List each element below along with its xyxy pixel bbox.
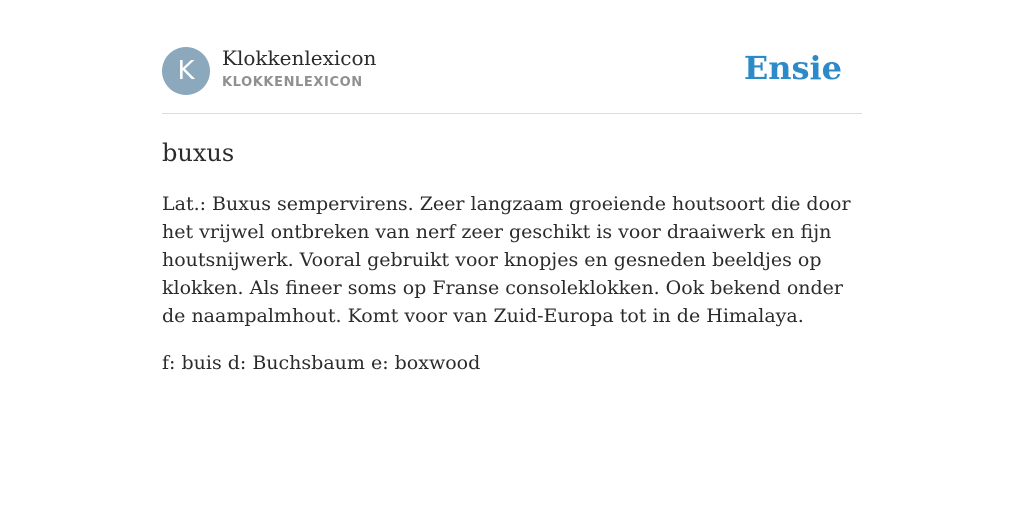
entry-translations: f: buis d: Buchsbaum e: boxwood: [162, 352, 481, 374]
brand-logo-link[interactable]: Ensie: [743, 49, 842, 87]
source-name-link[interactable]: Klokkenlexicon: [222, 46, 377, 70]
header: [162, 0, 862, 114]
page: [162, 0, 862, 374]
entry-title: buxus: [162, 139, 235, 167]
entry-definition: Lat.: Buxus sempervirens. Zeer langzaam groeiende houtsoort die door het vrijwel ontbreken van nerf zeer geschikt is voor draaiwerk en fijn houtsnijwerk. Vooral gebruikt voor knopjes en gesneden beeldjes op klokken. Als fineer soms op Franse consoleklokken. Ook bekend onder de naampalmhout. Komt voor van Zuid-Europa tot in de Himalaya.: [162, 193, 851, 327]
source-subtitle: KLOKKENLEXICON: [222, 75, 363, 90]
source-avatar[interactable]: K: [162, 47, 210, 95]
